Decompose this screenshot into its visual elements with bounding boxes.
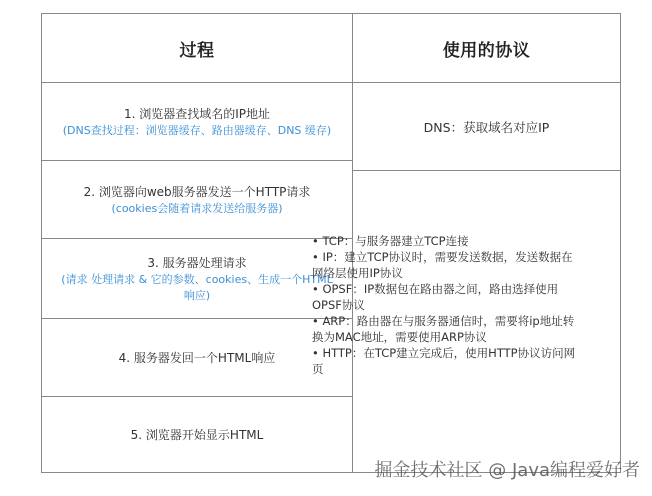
dns-text: DNS：获取域名对应IP bbox=[423, 119, 550, 135]
step-cell-5 bbox=[42, 397, 352, 472]
step-note: (DNS查找过程：浏览器缓存、路由器缓存、DNS 缓存) bbox=[62, 123, 332, 137]
protocol-item-ip: • IP：建立TCP协议时，需要发送数据，发送数据在网络层使用IP协议 bbox=[312, 250, 573, 280]
step-note: (cookies会随着请求发送给服务器) bbox=[111, 201, 283, 215]
step-cell-1 bbox=[42, 83, 352, 160]
step-cell-4 bbox=[42, 319, 352, 396]
step-title: 3. 服务器处理请求 bbox=[147, 255, 247, 270]
protocol-item-http: • HTTP：在TCP建立完成后，使用HTTP协议访问网页 bbox=[312, 346, 576, 376]
step-cell-2 bbox=[42, 161, 352, 238]
step-title: 4. 服务器发回一个HTML响应 bbox=[118, 350, 276, 365]
step-title: 2. 浏览器向web服务器发送一个HTTP请求 bbox=[83, 184, 311, 199]
header-process bbox=[42, 14, 352, 82]
protocol-list bbox=[312, 233, 576, 377]
step-note: (请求 处理请求 & 它的参数、cookies、生成一个HTML 响应) bbox=[61, 272, 333, 302]
protocol-item-opsf: • OPSF：IP数据包在路由器之间，路由选择使用OPSF协议 bbox=[312, 282, 559, 312]
dns-cell bbox=[353, 83, 620, 170]
header-protocols bbox=[353, 14, 620, 82]
step-title: 5. 浏览器开始显示HTML bbox=[130, 427, 264, 442]
step-title: 1. 浏览器查找域名的IP地址 bbox=[123, 106, 271, 121]
protocol-item-tcp: • TCP：与服务器建立TCP连接 bbox=[312, 234, 469, 248]
step-cell-3 bbox=[42, 239, 352, 318]
protocol-item-arp: • ARP：路由器在与服务器通信时，需要将ip地址转换为MAC地址，需要使用ARP协议 bbox=[312, 314, 575, 344]
row-divider bbox=[353, 170, 620, 171]
header-process-label: 过程 bbox=[179, 40, 215, 61]
watermark: 掘金技术社区 @ Java编程爱好者 bbox=[374, 460, 640, 481]
header-protocols-label: 使用的协议 bbox=[442, 40, 531, 61]
